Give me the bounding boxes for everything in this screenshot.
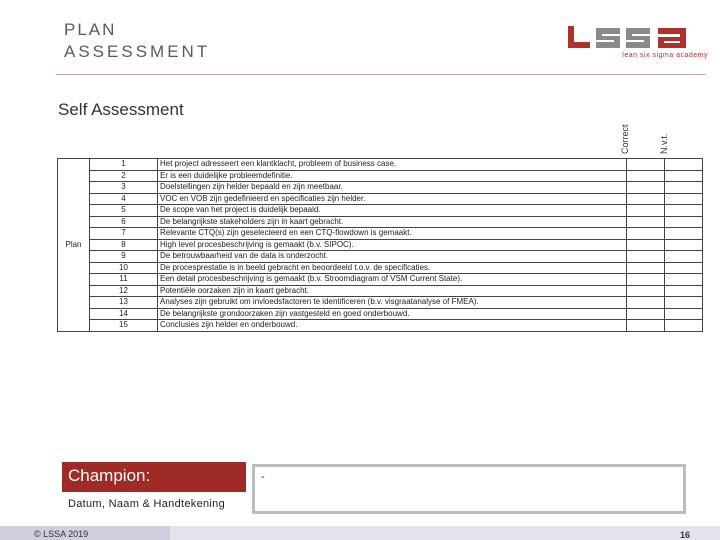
- column-header-correct: Correct: [620, 124, 630, 154]
- checkbox-cell-nvt[interactable]: [665, 308, 703, 320]
- criterion-text: Relevante CTQ(s) zijn geselecteerd en een CTQ-flowdown is gemaakt.: [158, 228, 627, 240]
- table-row: [58, 239, 703, 251]
- criterion-number: 15: [90, 320, 158, 332]
- checkbox-cell-nvt[interactable]: [665, 274, 703, 286]
- header-title-plan: PLAN: [64, 20, 117, 39]
- checkbox-cell-nvt[interactable]: [665, 182, 703, 194]
- checkbox-cell-nvt[interactable]: [665, 159, 703, 171]
- checkbox-cell-correct[interactable]: [627, 170, 665, 182]
- checkbox-cell-nvt[interactable]: [665, 228, 703, 240]
- header-title-assessment: ASSESSMENT: [64, 42, 211, 61]
- assessment-table: [57, 158, 703, 332]
- criterion-text: Analyses zijn gebruikt om invloedsfactoren te identificeren (b.v. visgraatanalyse of FMEA).: [158, 297, 627, 309]
- table-row: [58, 297, 703, 309]
- checkbox-cell-correct[interactable]: [627, 193, 665, 205]
- criterion-text: De belangrijkste stakeholders zijn in kaart gebracht.: [158, 216, 627, 228]
- logo-tagline: lean six sigma academy: [622, 52, 708, 59]
- checkbox-cell-nvt[interactable]: [665, 320, 703, 332]
- checkbox-cell-nvt[interactable]: [665, 205, 703, 217]
- criterion-text: Potentiële oorzaken zijn in kaart gebracht.: [158, 285, 627, 297]
- table-row: [58, 285, 703, 297]
- checkbox-cell-correct[interactable]: [627, 239, 665, 251]
- criterion-text: De betrouwbaarheid van de data is onderzocht.: [158, 251, 627, 263]
- champion-label: Champion:: [68, 466, 151, 485]
- column-header-nvt: N.v.t.: [659, 133, 669, 154]
- checkbox-cell-correct[interactable]: [627, 205, 665, 217]
- criterion-number: 4: [90, 193, 158, 205]
- table-row: [58, 251, 703, 263]
- table-row: [58, 216, 703, 228]
- checkbox-cell-nvt[interactable]: [665, 216, 703, 228]
- checkbox-cell-correct[interactable]: [627, 216, 665, 228]
- criterion-number: 9: [90, 251, 158, 263]
- criterion-number: 3: [90, 182, 158, 194]
- footer-bar: [0, 526, 720, 540]
- checkbox-cell-correct[interactable]: [627, 308, 665, 320]
- table-row: [58, 193, 703, 205]
- checkbox-cell-nvt[interactable]: [665, 297, 703, 309]
- criterion-number: 11: [90, 274, 158, 286]
- signature-field[interactable]: [252, 464, 686, 514]
- criterion-number: 13: [90, 297, 158, 309]
- criterion-number: 8: [90, 239, 158, 251]
- criterion-number: 7: [90, 228, 158, 240]
- page-number: 16: [680, 530, 691, 540]
- criterion-number: 10: [90, 262, 158, 274]
- criterion-text: Een detail procesbeschrijving is gemaakt (b.v. Stroomdiagram of VSM Current State).: [158, 274, 627, 286]
- checkbox-cell-correct[interactable]: [627, 262, 665, 274]
- checkbox-cell-nvt[interactable]: [665, 193, 703, 205]
- table-row: [58, 159, 703, 171]
- table-row: [58, 308, 703, 320]
- table-row: [58, 262, 703, 274]
- checkbox-cell-nvt[interactable]: [665, 170, 703, 182]
- checkbox-cell-correct[interactable]: [627, 285, 665, 297]
- checkbox-cell-correct[interactable]: [627, 274, 665, 286]
- checkbox-cell-correct[interactable]: [627, 182, 665, 194]
- phase-label: Plan: [58, 159, 90, 332]
- checkbox-cell-correct[interactable]: [627, 159, 665, 171]
- criterion-text: Conclusies zijn helder en onderbouwd.: [158, 320, 627, 332]
- criterion-text: De scope van het project is duidelijk bepaald.: [158, 205, 627, 217]
- checkbox-cell-correct[interactable]: [627, 228, 665, 240]
- header-divider: [56, 74, 706, 75]
- checkbox-cell-nvt[interactable]: [665, 251, 703, 263]
- table-row: [58, 274, 703, 286]
- criterion-text: Doelstellingen zijn helder bepaald en zijn meetbaar.: [158, 182, 627, 194]
- table-row: [58, 182, 703, 194]
- checkbox-cell-correct[interactable]: [627, 297, 665, 309]
- table-row: [58, 320, 703, 332]
- criterion-text: VOC en VOB zijn gedefinieerd en specificaties zijn helder.: [158, 193, 627, 205]
- checkbox-cell-nvt[interactable]: [665, 285, 703, 297]
- criterion-text: Het project adresseert een klantklacht, probleem of business case.: [158, 159, 627, 171]
- criterion-number: 1: [90, 159, 158, 171]
- criterion-number: 6: [90, 216, 158, 228]
- section-title: Self Assessment: [58, 100, 184, 119]
- criterion-number: 14: [90, 308, 158, 320]
- checkbox-cell-correct[interactable]: [627, 320, 665, 332]
- criterion-text: De belangrijkste grondoorzaken zijn vastgesteld en goed onderbouwd.: [158, 308, 627, 320]
- footer-copyright: © LSSA 2019: [34, 529, 89, 539]
- table-row: [58, 228, 703, 240]
- checkbox-cell-correct[interactable]: [627, 251, 665, 263]
- criterion-text: De procesprestatie is in beeld gebracht en beoordeeld t.o.v. de specificaties.: [158, 262, 627, 274]
- criterion-number: 12: [90, 285, 158, 297]
- signature-value: -: [261, 471, 265, 483]
- checkbox-cell-nvt[interactable]: [665, 239, 703, 251]
- table-row: [58, 205, 703, 217]
- champion-sub-label: Datum, Naam & Handtekening: [68, 498, 225, 510]
- criterion-text: Er is een duidelijke probleemdefinitie.: [158, 170, 627, 182]
- criterion-text: High level procesbeschrijving is gemaakt (b.v. SIPOC).: [158, 239, 627, 251]
- criterion-number: 5: [90, 205, 158, 217]
- table-row: [58, 170, 703, 182]
- checkbox-cell-nvt[interactable]: [665, 262, 703, 274]
- criterion-number: 2: [90, 170, 158, 182]
